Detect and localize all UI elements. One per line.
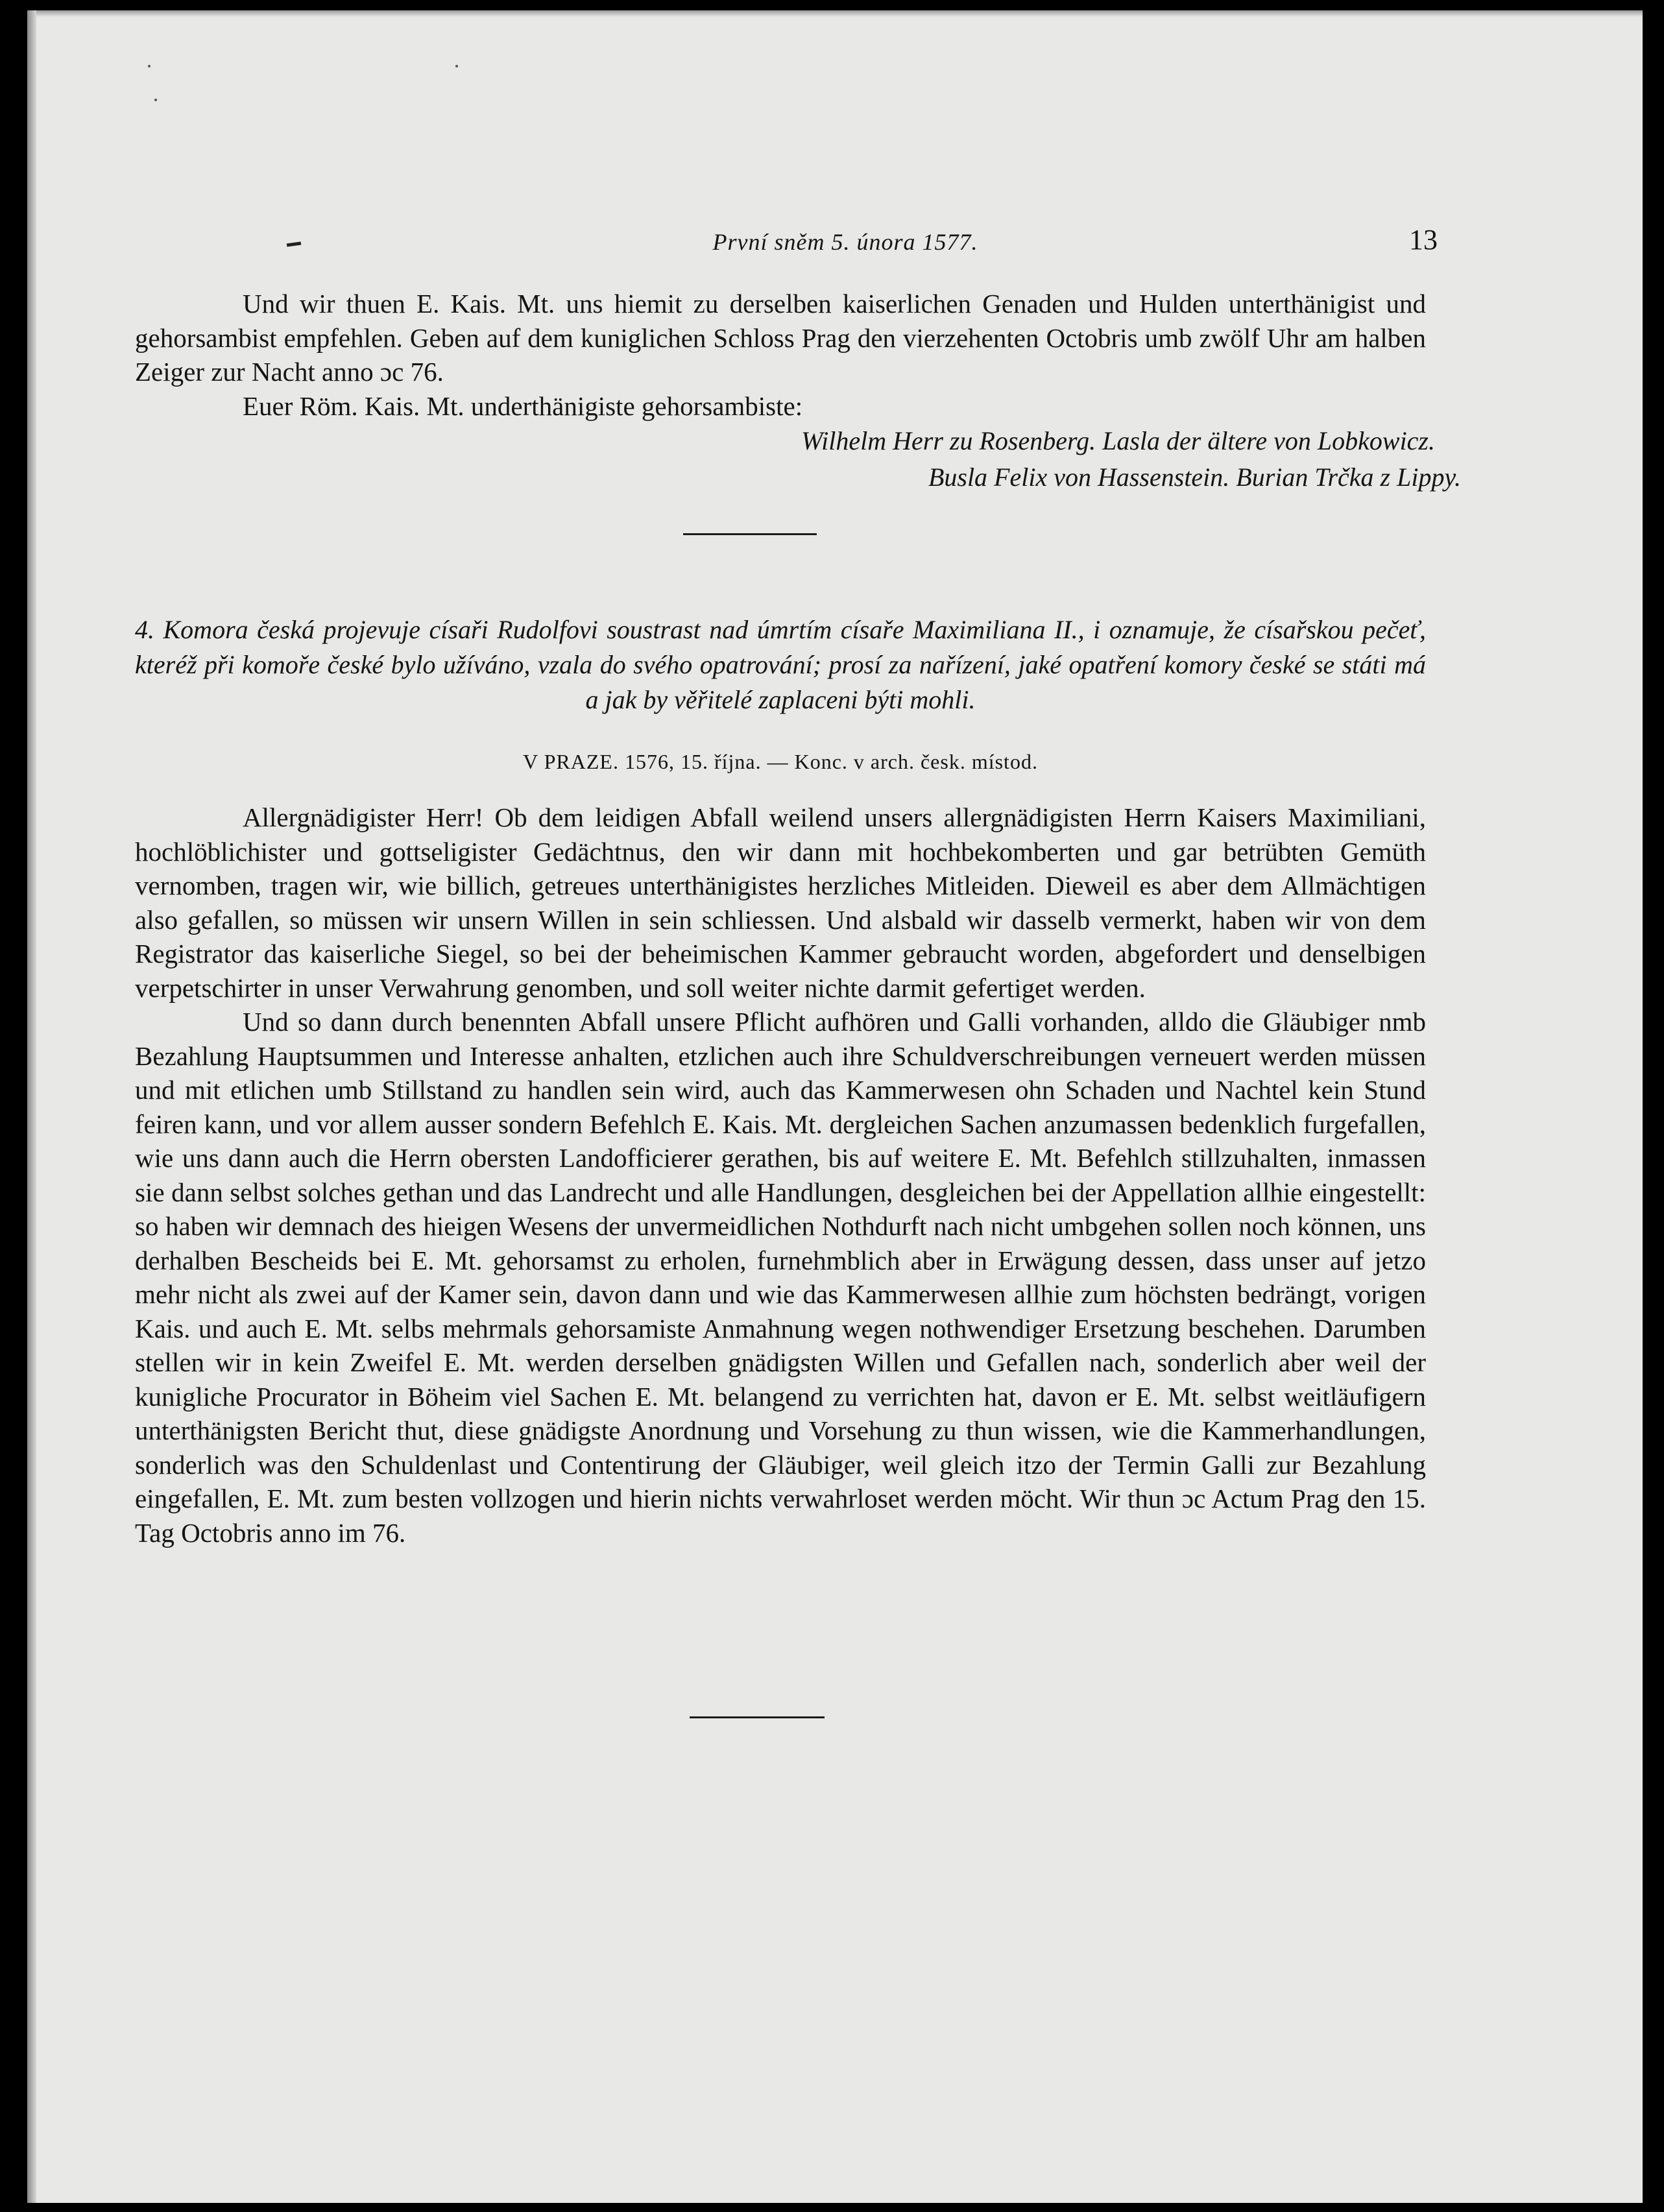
signature-line-1: Wilhelm Herr zu Rosenberg. Lasla der ältere von Lobkowicz. — [801, 426, 1435, 455]
scan-speck — [148, 65, 151, 67]
letter-closing-paragraph: Und wir thuen E. Kais. Mt. uns hiemit zu derselben kaiserlichen Genaden und Hulden unterthänigist und gehorsambist empfehlen. Geben auf dem kuniglichen Schloss Prag den vierzehenten Octobris umb zwölf Uhr am halben Zeiger zur Nacht anno ɔc 76. — [135, 289, 1426, 387]
scan-speck — [455, 65, 458, 67]
running-header — [253, 223, 1438, 269]
document-4-paragraph-1: Allergnädigister Herr! Ob dem leidigen Abfall weilend unsers allergnädigisten Herrn Kaisers Maximiliani, hochlöblichister und gottseligister Gedächtnus, den wir dann mit hochbekomberten und gar betrübten Gemüth vernomben, tragen wir, wie billich, getreues unterthänigistes herzliches Mitleiden. Dieweil es aber dem Allmächtigen also gefallen, so müssen wir unsern Willen in sein schliessen. Und alsbald wir dasselb vermerkt, haben wir von dem Registrator das kaiserliche Siegel, so bei der beheimischen Kammer gebraucht worden, abgefordert und denselbigen verpetschirter in unser Verwahrung genomben, und soll weiter nichte darmit gefertiget werden. — [135, 802, 1426, 1003]
document-4-source: V PRAZE. 1576, 15. října. — Konc. v arch. česk. místod. — [523, 750, 1038, 773]
document-4-paragraph-2: Und so dann durch benennten Abfall unsere Pflicht aufhören und Galli vorhanden, alldo die Gläubiger nmb Bezahlung Hauptsummen und Interesse anhalten, etzlichen auch ihre Schuldverschreibungen verneuert werden müssen und mit etlichen umb Stillstand zu handlen sein wird, auch das Kammerwesen ohn Schaden und Nachtel kein Stund feiren kann, und vor allem ausser sondern Befehlch E. Kais. Mt. dergleichen Sachen anzumassen bedenklich furgefallen, wie uns dann auch die Herrn obersten Landofficierer gerathen, bis auf weitere E. Mt. Befehlch stillzuhalten, inmassen sie dann selbst solches gethan und das Landrecht und alle Handlungen, desgleichen bei der Appellation allhie eingestellt: so haben wir demnach des hieigen Wesens der unvermeidlichen Nothdurft nach nicht umbgehen sollen noch können, uns derhalben Bescheids bei E. Mt. gehorsamst zu erholen, furnehmblich aber in Erwägung dessen, dass unser auf jetzo mehr nicht als zwei auf der Kamer sein, davon dann und wie das Kammerwesen allhie zum höchsten bedrängt, vorigen Kais. und auch E. Mt. selbs mehrmals gehorsamiste Anmahnung wegen nothwendiger Ersetzung beschehen. Darumben stellen wir in kein Zweifel E. Mt. werden derselben gnädigsten Willen und Gefallen nach, sonderlich aber weil der kunigliche Procurator in Böheim viel Sachen E. Mt. belangend zu verrichten hat, davon er E. Mt. selbst weitläufigern unterthänigsten Bericht thut, diese gnädigste Anordnung und Vorsehung zu thun wissen, wie die Kammerhandlungen, sonderlich was den Schuldenlast und Contentirung der Gläubiger, weil gleich itzo der Termin Galli zur Bezahlung eingefallen, E. Mt. zum besten vollzogen und hierin nichts verwahrloset werden möcht. Wir thun ɔc Actum Prag den 15. Tag Octobris anno im 76. — [135, 1007, 1426, 1548]
section-divider — [683, 533, 817, 535]
signature-line-2: Busla Felix von Hassenstein. Burian Trčka z Lippy. — [928, 463, 1461, 492]
document-4-body — [135, 800, 1426, 1550]
scanned-page — [27, 10, 1643, 2203]
page-number: 13 — [1409, 224, 1438, 256]
scan-speck — [154, 99, 157, 101]
letter-end-block — [135, 287, 1426, 423]
scan-edge-left — [27, 10, 36, 2203]
signatures — [801, 423, 1461, 496]
document-4-heading: 4. Komora česká projevuje císaři Rudolfovi soustrast nad úmrtím císaře Maximiliana II., i oznamuje, že císařskou pečeť, kteréž při komoře české bylo užíváno, vzala do svého opatrování; prosí za nařízení, jaké opatření komory české se státi má a jak by věřitelé zaplaceni býti mohli. — [135, 615, 1426, 714]
end-divider — [690, 1716, 825, 1718]
letter-closing-formula: Euer Röm. Kais. Mt. underthänigiste gehorsambiste: — [243, 391, 803, 421]
running-title: První sněm 5. února 1577. — [712, 229, 978, 255]
scan-edge-top — [27, 10, 1643, 17]
